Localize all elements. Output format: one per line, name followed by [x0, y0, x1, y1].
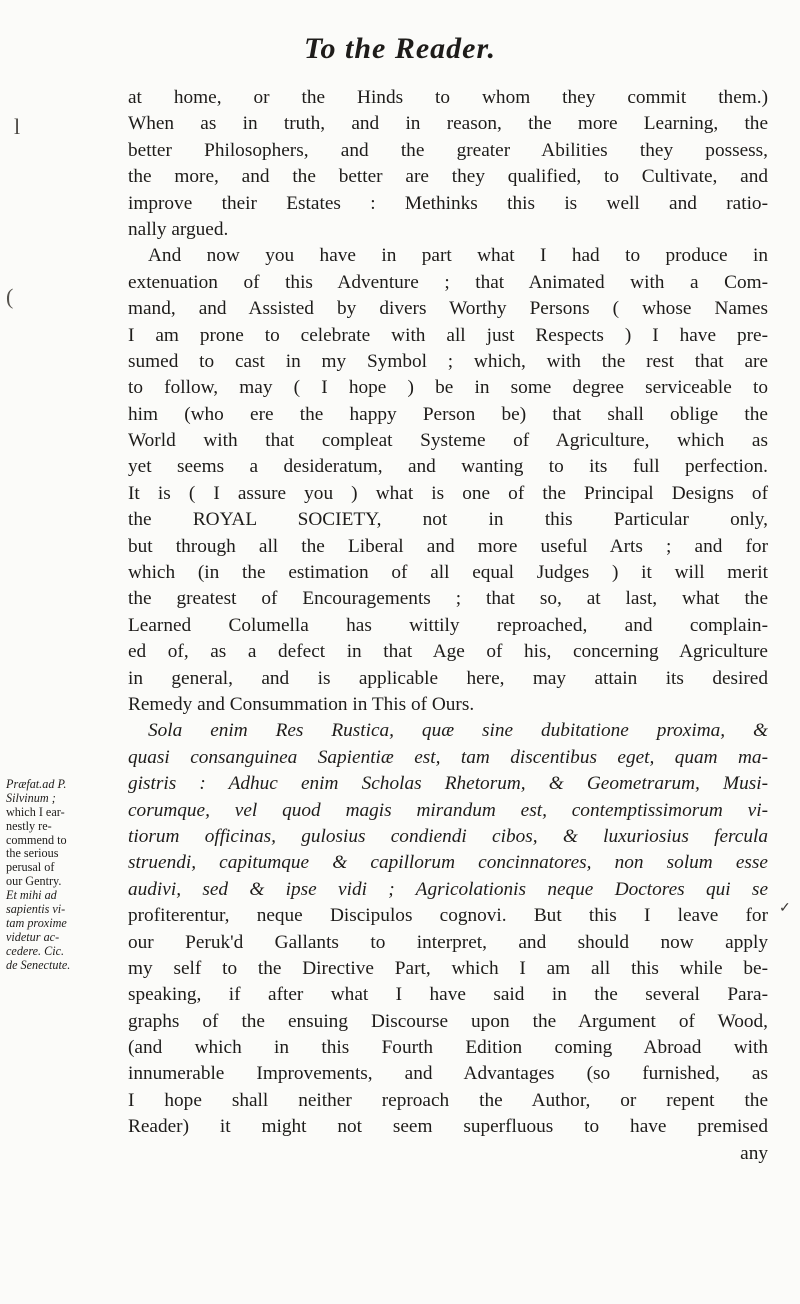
- latin-quote-line: tiorum officinas, gulosius condiendi cibos, & luxuriosius fercula: [128, 825, 768, 847]
- text-line: our Peruk'd Gallants to interpret, and should now apply: [128, 931, 768, 953]
- latin-quote-line: corumque, vel quod magis mirandum est, contemptissimorum vi-: [128, 799, 768, 821]
- text-line: my self to the Directive Part, which I am all this while be-: [128, 957, 768, 979]
- text-line: the greatest of Encouragements ; that so, at last, what the: [128, 588, 768, 610]
- text-line: sumed to cast in my Symbol ; which, with the rest that are: [128, 350, 768, 372]
- text-line: the ROYAL SOCIETY, not in this Particular only,: [128, 509, 768, 531]
- text-line: improve their Estates : Methinks this is well and ratio-: [128, 192, 768, 214]
- text-line: And now you have in part what I had to produce in: [148, 245, 768, 267]
- text-line: ed of, as a defect in that Age of his, concerning Agriculture: [128, 641, 768, 663]
- text-line: better Philosophers, and the greater Abilities they possess,: [128, 139, 768, 161]
- text-line: speaking, if after what I have said in the several Para-: [128, 984, 768, 1006]
- margin-notes: [6, 778, 128, 972]
- margin-note-line: our Gentry.: [6, 874, 62, 889]
- margin-bracket-mark: l: [14, 114, 21, 139]
- latin-quote-line: gistris : Adhuc enim Scholas Rhetorum, & Geometrarum, Musi-: [128, 773, 768, 795]
- text-line: nally argued.: [128, 218, 229, 240]
- text-line: mand, and Assisted by divers Worthy Persons ( whose Names: [128, 298, 768, 320]
- margin-note-line: commend to: [6, 832, 67, 847]
- margin-note-line: the serious: [6, 846, 59, 861]
- catchword: any: [740, 1142, 768, 1164]
- text-line: Reader) it might not seem superfluous to have premised: [128, 1116, 768, 1138]
- text-line: I am prone to celebrate with all just Respects ) I have pre-: [128, 324, 768, 346]
- body-text: [128, 85, 768, 1167]
- margin-note-line: tam proxime: [6, 915, 67, 930]
- text-line: but through all the Liberal and more useful Arts ; and for: [128, 535, 768, 557]
- ink-speck: ✓: [779, 901, 791, 916]
- latin-quote-line: Sola enim Res Rustica, quæ sine dubitatione proxima, &: [148, 720, 768, 742]
- text-line: It is ( I assure you ) what is one of the Principal Designs of: [128, 482, 768, 504]
- margin-bracket-mark: (: [6, 284, 14, 309]
- margin-note-line: Et mihi ad: [6, 888, 57, 903]
- text-line: him (who ere the happy Person be) that shall oblige the: [128, 403, 768, 425]
- text-line: yet seems a desideratum, and wanting to its full perfection.: [128, 456, 768, 478]
- text-line: profiterentur, neque Discipulos cognovi. But this I leave for: [128, 905, 768, 927]
- margin-note-line: which I ear-: [6, 804, 65, 819]
- latin-quote-line: struendi, capitumque & capillorum concinnatores, non solum esse: [128, 852, 768, 874]
- text-line: graphs of the ensuing Discourse upon the Argument of Wood,: [128, 1010, 768, 1032]
- margin-note-line: de Senectute.: [6, 957, 71, 972]
- text-line: (and which in this Fourth Edition coming Abroad with: [128, 1037, 768, 1059]
- margin-note-line: sapientis vi-: [6, 902, 66, 917]
- text-line: at home, or the Hinds to whom they commit them.): [128, 87, 768, 108]
- text-line: When as in truth, and in reason, the more Learning, the: [128, 113, 768, 135]
- text-line: I hope shall neither reproach the Author, or repent the: [128, 1089, 768, 1111]
- text-line: which (in the estimation of all equal Judges ) it will merit: [128, 562, 768, 584]
- text-line: Remedy and Consummation in This of Ours.: [128, 693, 475, 715]
- margin-note-line: cedere. Cic.: [6, 943, 65, 958]
- text-line: World with that compleat Systeme of Agriculture, which as: [128, 430, 768, 452]
- text-line: the more, and the better are they qualified, to Cultivate, and: [128, 166, 768, 188]
- margin-note-line: videtur ac-: [6, 929, 60, 944]
- margin-note-line: nestly re-: [6, 818, 52, 833]
- text-line: extenuation of this Adventure ; that Animated with a Com-: [128, 271, 768, 293]
- text-line: Learned Columella has wittily reproached, and complain-: [128, 614, 768, 636]
- margin-note-line: Præfat.ad P.: [6, 777, 67, 791]
- latin-quote-line: quasi consanguinea Sapientiæ est, tam discentibus eget, quam ma-: [128, 746, 768, 768]
- text-line: to follow, may ( I hope ) be in some degree serviceable to: [128, 377, 768, 399]
- text-line: innumerable Improvements, and Advantages (so furnished, as: [128, 1063, 768, 1085]
- running-header: To the Reader.: [303, 32, 497, 65]
- margin-note-line: Silvinum ;: [6, 790, 56, 805]
- latin-quote-line: audivi, sed & ipse vidi ; Agricolationis neque Doctores qui se: [128, 878, 768, 900]
- text-line: in general, and is applicable here, may attain its desired: [128, 667, 768, 689]
- margin-note-line: perusal of: [6, 860, 55, 875]
